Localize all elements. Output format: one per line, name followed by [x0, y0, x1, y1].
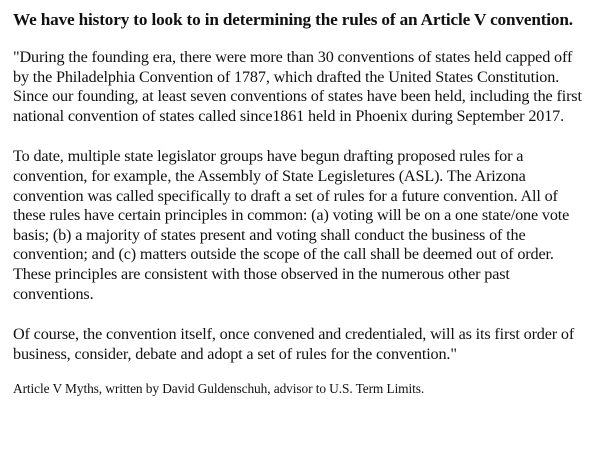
paragraph-founding-era: "During the founding era, there were more than 30 conventions of states held capped off by the Philadelphia Convention of 1787, which drafted the United States Constitution. Since our founding, at least seven conventions of states have been held, including the first national convention of states called since1861 held in Phoenix during September 2017. [13, 48, 582, 125]
headline: We have history to look to in determining the rules of an Article V convention. [13, 10, 573, 29]
source-citation: Article V Myths, written by David Guldenschuh, advisor to U.S. Term Limits. [13, 381, 425, 397]
paragraph-proposed-rules: To date, multiple state legislator groups have begun drafting proposed rules for a convention, for example, the Assembly of State Legisletures (ASL). The Arizona convention was called specifically to draft a set of rules for a future convention. All of these rules have certain principles in common: (a) voting will be on a one state/one vote basis; (b) a majority of states present and voting shall conduct the business of the convention; and (c) matters outside the scope of the call shall be deemed out of order. These principles are consistent with those observed in the numerous other past conventions. [13, 147, 570, 303]
paragraph-convention-rules: Of course, the convention itself, once convened and credentialed, will as its first order of business, consider, debate and adopt a set of rules for the convention." [13, 325, 575, 363]
